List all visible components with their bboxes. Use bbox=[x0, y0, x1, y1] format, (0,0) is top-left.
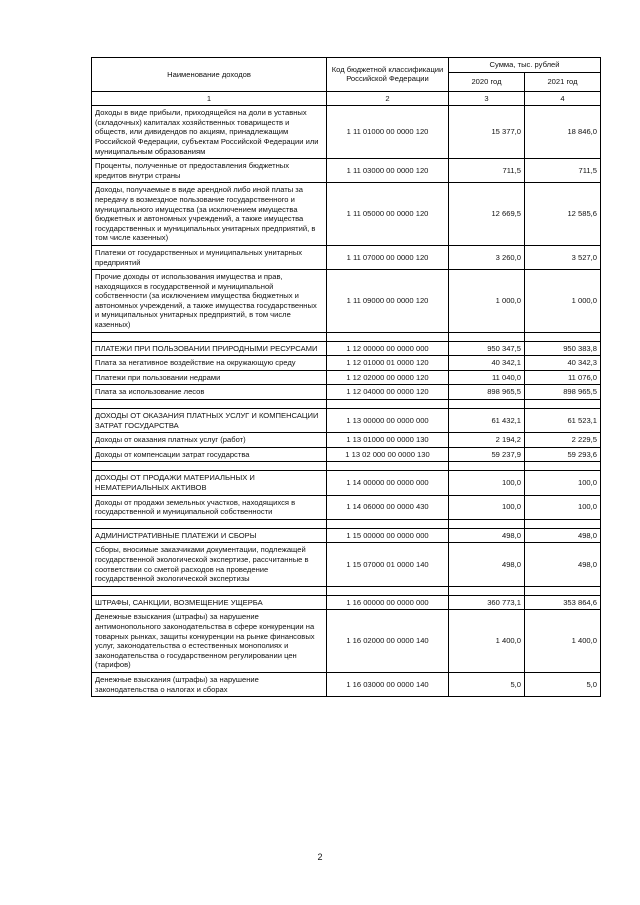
table-row bbox=[92, 672, 601, 696]
budget-code: 1 16 03000 00 0000 140 bbox=[327, 672, 449, 696]
spacer-row bbox=[92, 332, 601, 341]
column-number: 2 bbox=[327, 91, 449, 106]
column-number-row bbox=[92, 91, 601, 106]
table-row bbox=[92, 159, 601, 183]
revenue-name: ДОХОДЫ ОТ ОКАЗАНИЯ ПЛАТНЫХ УСЛУГ И КОМПЕНСАЦИИ ЗАТРАТ ГОСУДАРСТВА bbox=[92, 409, 327, 433]
amount-2020: 360 773,1 bbox=[449, 595, 525, 610]
empty-cell bbox=[449, 586, 525, 595]
empty-cell bbox=[525, 462, 601, 471]
empty-cell bbox=[327, 400, 449, 409]
budget-code: 1 13 02 000 00 0000 130 bbox=[327, 447, 449, 462]
amount-2020: 59 237,9 bbox=[449, 447, 525, 462]
empty-cell bbox=[449, 519, 525, 528]
table-row bbox=[92, 106, 601, 159]
budget-code: 1 11 09000 00 0000 120 bbox=[327, 270, 449, 333]
section-row bbox=[92, 528, 601, 543]
header-name: Наименование доходов bbox=[92, 58, 327, 92]
revenue-name: Доходы от продажи земельных участков, находящихся в государственной и муниципальной собственности bbox=[92, 495, 327, 519]
amount-2020: 100,0 bbox=[449, 471, 525, 495]
header-year-2021: 2021 год bbox=[525, 72, 601, 91]
header-row bbox=[92, 58, 601, 73]
budget-code: 1 11 05000 00 0000 120 bbox=[327, 183, 449, 246]
empty-cell bbox=[449, 332, 525, 341]
spacer-row bbox=[92, 519, 601, 528]
amount-2020: 40 342,1 bbox=[449, 356, 525, 371]
amount-2020: 498,0 bbox=[449, 543, 525, 586]
amount-2020: 100,0 bbox=[449, 495, 525, 519]
header-code: Код бюджетной классификации Российской Федерации bbox=[327, 58, 449, 92]
empty-cell bbox=[525, 332, 601, 341]
revenue-name: Доходы в виде прибыли, приходящейся на доли в уставных (складочных) капиталах хозяйственных товариществ и обществ, или дивидендов по акциям, принадлежащим Российской Федерации, субъектам Российской Федерации или муниципальным образованиям bbox=[92, 106, 327, 159]
revenue-name: ДОХОДЫ ОТ ПРОДАЖИ МАТЕРИАЛЬНЫХ И НЕМАТЕРИАЛЬНЫХ АКТИВОВ bbox=[92, 471, 327, 495]
amount-2021: 40 342,3 bbox=[525, 356, 601, 371]
header-year-2020: 2020 год bbox=[449, 72, 525, 91]
amount-2021: 59 293,6 bbox=[525, 447, 601, 462]
budget-code: 1 14 06000 00 0000 430 bbox=[327, 495, 449, 519]
table-row bbox=[92, 447, 601, 462]
revenue-name: Платежи от государственных и муниципальных унитарных предприятий bbox=[92, 245, 327, 269]
amount-2021: 18 846,0 bbox=[525, 106, 601, 159]
amount-2020: 898 965,5 bbox=[449, 385, 525, 400]
header-sum: Сумма, тыс. рублей bbox=[449, 58, 601, 73]
budget-code: 1 12 04000 00 0000 120 bbox=[327, 385, 449, 400]
budget-code: 1 14 00000 00 0000 000 bbox=[327, 471, 449, 495]
amount-2021: 5,0 bbox=[525, 672, 601, 696]
revenue-name: Денежные взыскания (штрафы) за нарушение законодательства о налогах и сборах bbox=[92, 672, 327, 696]
amount-2021: 1 000,0 bbox=[525, 270, 601, 333]
amount-2020: 1 400,0 bbox=[449, 610, 525, 673]
budget-code: 1 15 00000 00 0000 000 bbox=[327, 528, 449, 543]
empty-cell bbox=[92, 462, 327, 471]
table-row bbox=[92, 183, 601, 246]
budget-code: 1 11 03000 00 0000 120 bbox=[327, 159, 449, 183]
spacer-row bbox=[92, 586, 601, 595]
table-row bbox=[92, 610, 601, 673]
amount-2021: 498,0 bbox=[525, 528, 601, 543]
budget-code: 1 15 07000 01 0000 140 bbox=[327, 543, 449, 586]
amount-2020: 3 260,0 bbox=[449, 245, 525, 269]
table-row bbox=[92, 270, 601, 333]
empty-cell bbox=[327, 586, 449, 595]
empty-cell bbox=[92, 400, 327, 409]
column-number: 4 bbox=[525, 91, 601, 106]
amount-2020: 711,5 bbox=[449, 159, 525, 183]
revenue-name: Прочие доходы от использования имущества и прав, находящихся в государственной и муниципальной собственности (за исключением имущества бюджетных и автономных учреждений, а также имущества государственных и муниципальных унитарных предприятий, в том числе казенных) bbox=[92, 270, 327, 333]
table-row bbox=[92, 495, 601, 519]
column-number: 1 bbox=[92, 91, 327, 106]
budget-code: 1 12 01000 01 0000 120 bbox=[327, 356, 449, 371]
empty-cell bbox=[327, 462, 449, 471]
budget-code: 1 12 02000 00 0000 120 bbox=[327, 370, 449, 385]
empty-cell bbox=[525, 586, 601, 595]
revenue-name: Платежи при пользовании недрами bbox=[92, 370, 327, 385]
empty-cell bbox=[92, 519, 327, 528]
budget-code: 1 13 01000 00 0000 130 bbox=[327, 433, 449, 448]
table-row bbox=[92, 385, 601, 400]
revenue-name: АДМИНИСТРАТИВНЫЕ ПЛАТЕЖИ И СБОРЫ bbox=[92, 528, 327, 543]
amount-2020: 61 432,1 bbox=[449, 409, 525, 433]
table-row bbox=[92, 543, 601, 586]
section-row bbox=[92, 595, 601, 610]
empty-cell bbox=[327, 332, 449, 341]
revenue-name: Плата за негативное воздействие на окружающую среду bbox=[92, 356, 327, 371]
amount-2020: 2 194,2 bbox=[449, 433, 525, 448]
table-row bbox=[92, 245, 601, 269]
table-row bbox=[92, 433, 601, 448]
section-row bbox=[92, 409, 601, 433]
amount-2020: 498,0 bbox=[449, 528, 525, 543]
budget-code: 1 11 07000 00 0000 120 bbox=[327, 245, 449, 269]
revenue-name: ПЛАТЕЖИ ПРИ ПОЛЬЗОВАНИИ ПРИРОДНЫМИ РЕСУРСАМИ bbox=[92, 341, 327, 356]
empty-cell bbox=[525, 400, 601, 409]
amount-2020: 12 669,5 bbox=[449, 183, 525, 246]
revenue-name: Денежные взыскания (штрафы) за нарушение антимонопольного законодательства в сфере конкуренции на товарных рынках, защиты конкуренции на рынке финансовых услуг, законодательства о естественных монополиях и законодательства о государственном регулировании цен (тарифов) bbox=[92, 610, 327, 673]
spacer-row bbox=[92, 400, 601, 409]
budget-code: 1 12 00000 00 0000 000 bbox=[327, 341, 449, 356]
amount-2020: 11 040,0 bbox=[449, 370, 525, 385]
empty-cell bbox=[92, 332, 327, 341]
revenue-name: Проценты, полученные от предоставления бюджетных кредитов внутри страны bbox=[92, 159, 327, 183]
amount-2021: 353 864,6 bbox=[525, 595, 601, 610]
amount-2020: 950 347,5 bbox=[449, 341, 525, 356]
amount-2021: 950 383,8 bbox=[525, 341, 601, 356]
amount-2021: 12 585,6 bbox=[525, 183, 601, 246]
section-row bbox=[92, 341, 601, 356]
revenue-name: Доходы от компенсации затрат государства bbox=[92, 447, 327, 462]
amount-2020: 1 000,0 bbox=[449, 270, 525, 333]
empty-cell bbox=[449, 400, 525, 409]
amount-2021: 100,0 bbox=[525, 495, 601, 519]
amount-2021: 1 400,0 bbox=[525, 610, 601, 673]
amount-2021: 100,0 bbox=[525, 471, 601, 495]
amount-2020: 15 377,0 bbox=[449, 106, 525, 159]
amount-2021: 11 076,0 bbox=[525, 370, 601, 385]
revenue-name: Сборы, вносимые заказчиками документации, подлежащей государственной экологической экспертизе, рассчитанные в соответствии со сметой расходов на проведение государственной экологической экспертизы bbox=[92, 543, 327, 586]
revenue-name: Плата за использование лесов bbox=[92, 385, 327, 400]
budget-code: 1 11 01000 00 0000 120 bbox=[327, 106, 449, 159]
amount-2021: 711,5 bbox=[525, 159, 601, 183]
table-row bbox=[92, 356, 601, 371]
revenue-name: ШТРАФЫ, САНКЦИИ, ВОЗМЕЩЕНИЕ УЩЕРБА bbox=[92, 595, 327, 610]
amount-2021: 3 527,0 bbox=[525, 245, 601, 269]
empty-cell bbox=[327, 519, 449, 528]
revenue-name: Доходы от оказания платных услуг (работ) bbox=[92, 433, 327, 448]
budget-code: 1 16 00000 00 0000 000 bbox=[327, 595, 449, 610]
empty-cell bbox=[449, 462, 525, 471]
column-number: 3 bbox=[449, 91, 525, 106]
amount-2021: 2 229,5 bbox=[525, 433, 601, 448]
budget-code: 1 16 02000 00 0000 140 bbox=[327, 610, 449, 673]
empty-cell bbox=[525, 519, 601, 528]
revenue-table bbox=[91, 57, 601, 697]
amount-2020: 5,0 bbox=[449, 672, 525, 696]
page-number: 2 bbox=[317, 852, 323, 862]
amount-2021: 898 965,5 bbox=[525, 385, 601, 400]
empty-cell bbox=[92, 586, 327, 595]
spacer-row bbox=[92, 462, 601, 471]
budget-code: 1 13 00000 00 0000 000 bbox=[327, 409, 449, 433]
section-row bbox=[92, 471, 601, 495]
amount-2021: 61 523,1 bbox=[525, 409, 601, 433]
revenue-name: Доходы, получаемые в виде арендной либо иной платы за передачу в возмездное пользование государственного и муниципального имущества (за исключением имущества бюджетных и автономных учреждений, а также имущества государственных и муниципальных унитарных предприятий, в том числе казенных) bbox=[92, 183, 327, 246]
amount-2021: 498,0 bbox=[525, 543, 601, 586]
table-row bbox=[92, 370, 601, 385]
